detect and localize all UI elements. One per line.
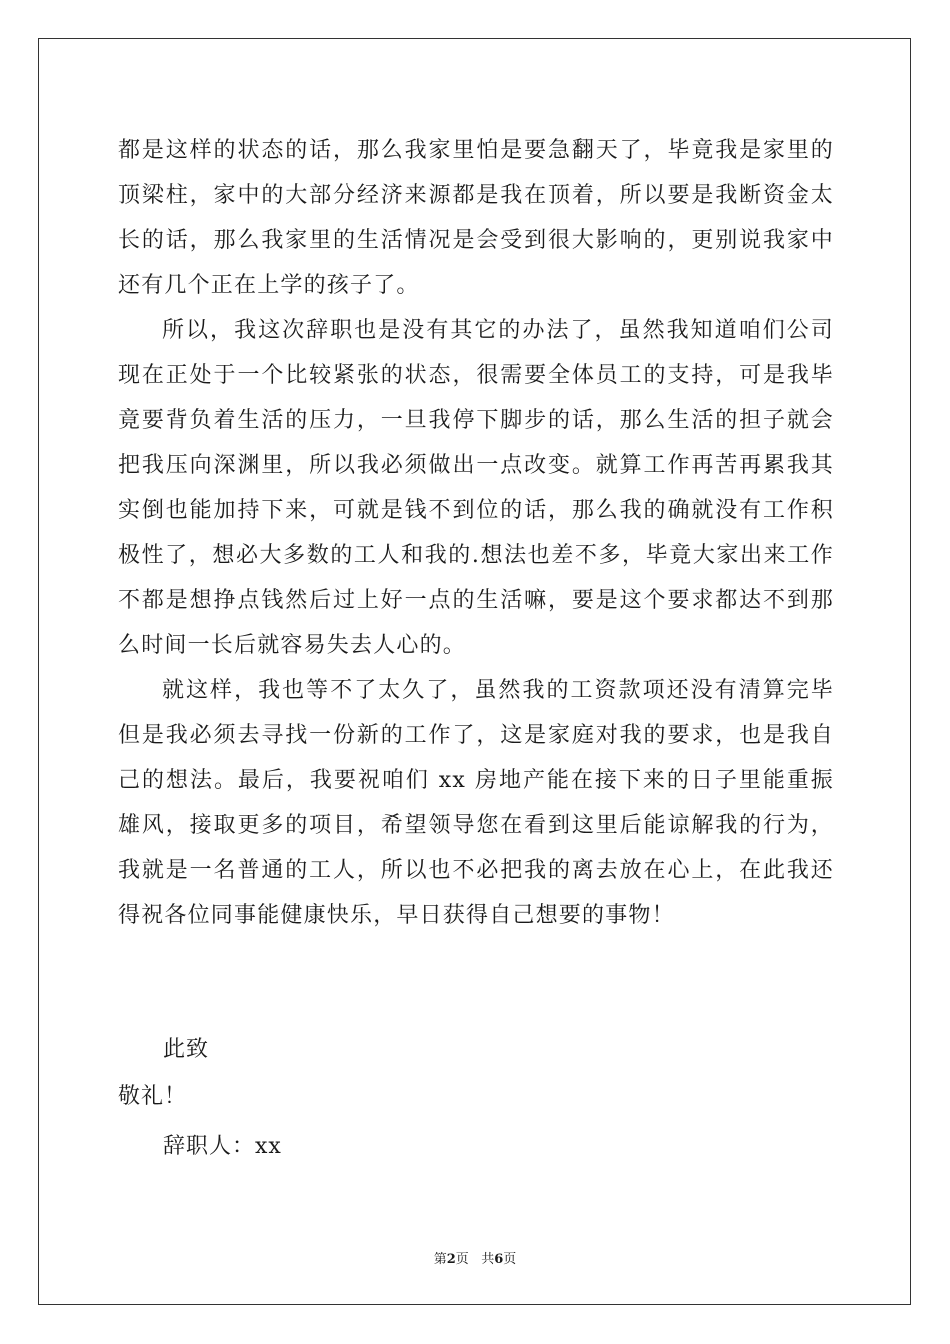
- total-suffix: 页: [503, 1252, 517, 1267]
- paragraph-resignation-reason: 所以，我这次辞职也是没有其它的办法了，虽然我知道咱们公司现在正处于一个比较紧张的状态，很需要全体员工的支持，可是我毕竟要背负着生活的压力，一旦我停下脚步的话，那么生活的担子就会把我压向深渊里，所以我必须做出一点改变。就算工作再苦再累我其实倒也能加持下来，可就是钱不到位的话，那么我的确就没有工作积极性了，想必大多数的工人和我的.想法也差不多，毕竟大家出来工作不都是想挣点钱然后过上好一点的生活嘛，要是这个要求都达不到那么时间一长后就容易失去人心的。: [118, 318, 834, 658]
- page-prefix: 第: [433, 1252, 447, 1267]
- page-footer: [0, 1248, 950, 1267]
- page-suffix: 页: [455, 1252, 469, 1267]
- total-prefix: 共: [481, 1252, 495, 1267]
- page-number: 2: [446, 1252, 456, 1267]
- signature-line: 辞职人：xx: [163, 1134, 282, 1159]
- total-pages: 6: [494, 1252, 504, 1267]
- paragraph-continuation: 都是这样的状态的话，那么我家里怕是要急翻天了，毕竟我是家里的顶梁柱，家中的大部分经济来源都是我在顶着，所以要是我断资金太长的话，那么我家里的生活情况是会受到很大影响的，更别说我家中还有几个正在上学的孩子了。: [118, 138, 834, 298]
- closing-regards: 敬礼！: [118, 1084, 188, 1109]
- paragraph-farewell: 就这样，我也等不了太久了，虽然我的工资款项还没有清算完毕但是我必须去寻找一份新的工作了，这是家庭对我的要求，也是我自己的想法。最后，我要祝咱们 xx 房地产能在接下来的日子里能重振雄风，接取更多的项目，希望领导您在看到这里后能谅解我的行为，我就是一名普通的工人，所以也不必把我的离去放在心上，在此我还得祝各位同事能健康快乐，早日获得自己想要的事物！: [118, 678, 834, 928]
- letter-body: [118, 128, 834, 938]
- closing-salutation: 此致: [163, 1037, 210, 1062]
